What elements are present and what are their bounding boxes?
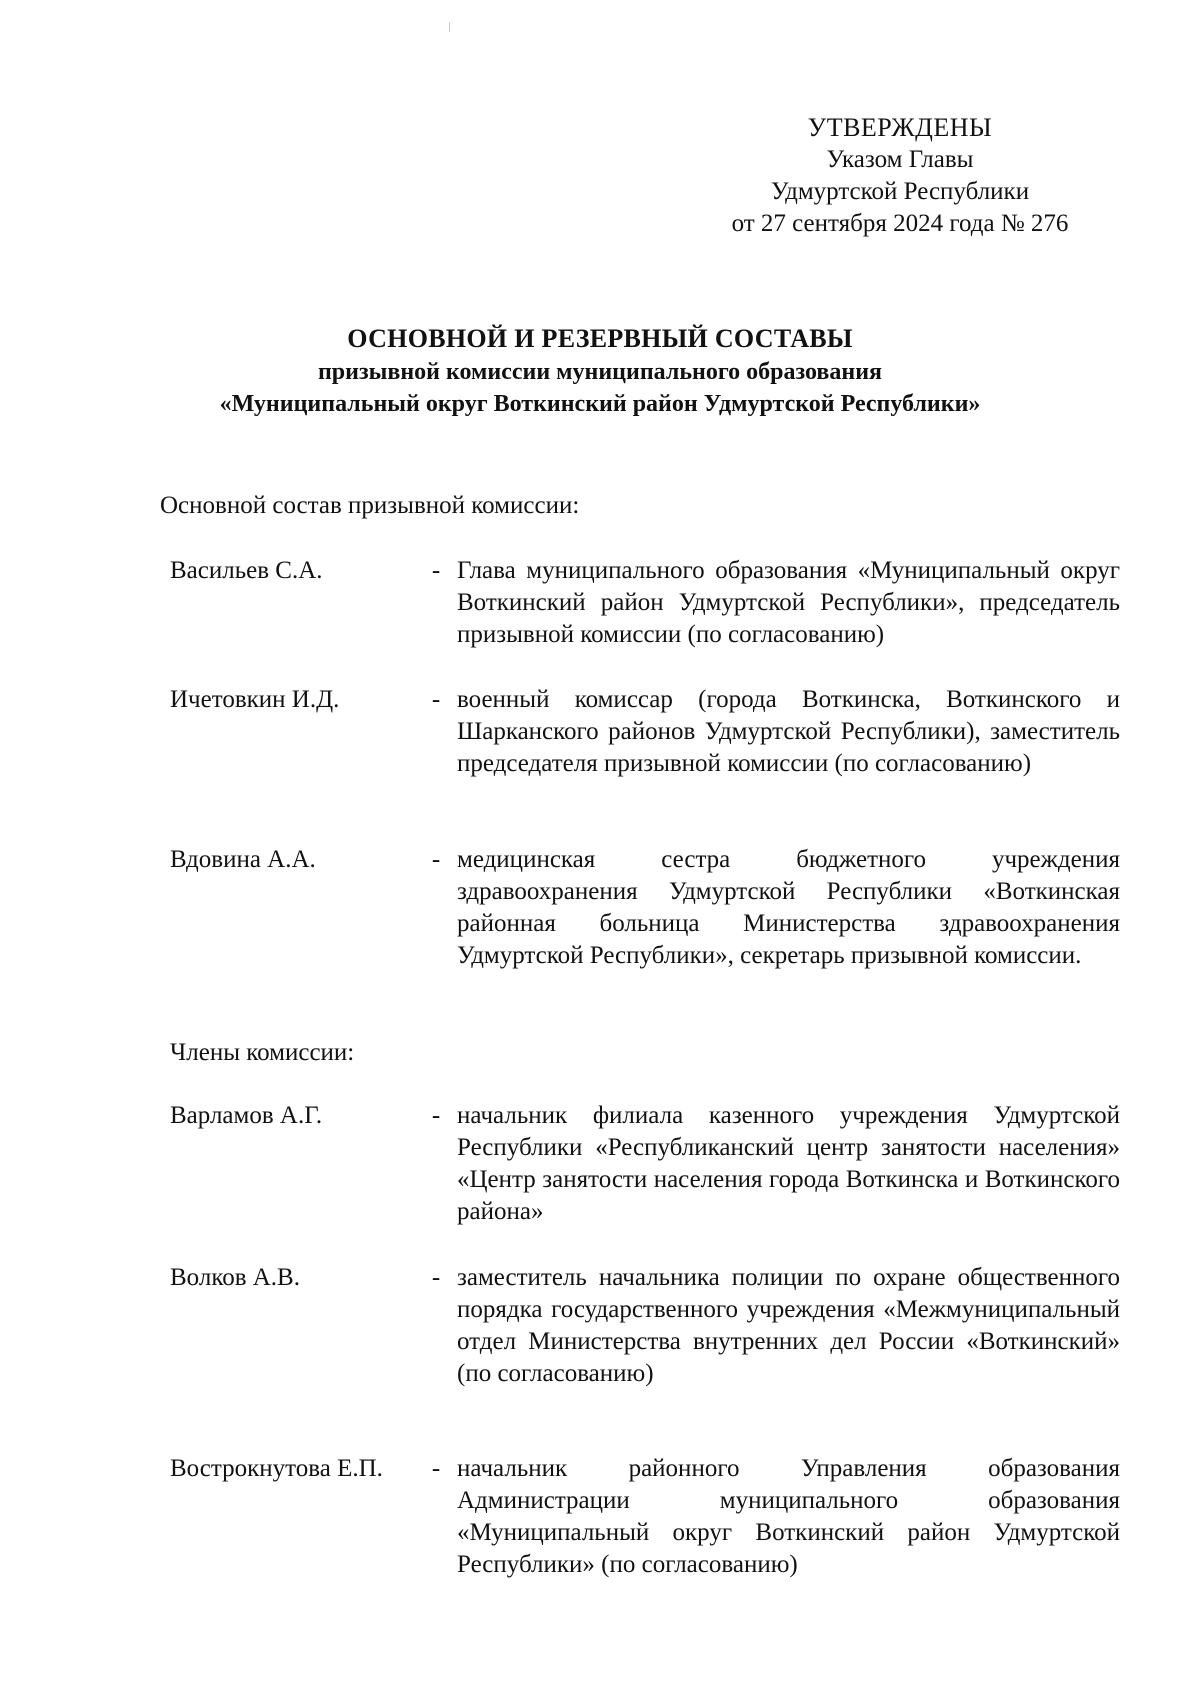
members-label: Члены комиссии: bbox=[170, 1039, 355, 1066]
approval-line-2: Удмуртской Республики bbox=[770, 178, 1030, 205]
member-description: медицинская сестра бюджетного учреждения здравоохранения Удмуртской Республики «Воткинская районная больница Министерства здравоохранения Удмуртской Республики», секретарь призывной комиссии. bbox=[457, 846, 1120, 969]
approval-line-3: от 27 сентября 2024 года № 276 bbox=[731, 210, 1069, 237]
approval-title: УТВЕРЖДЕНЫ bbox=[807, 113, 993, 142]
member-description: военный комиссар (города Воткинска, Воткинского и Шарканского районов Удмуртской Республики), заместитель председателя призывной комиссии (по согласованию) bbox=[457, 686, 1120, 777]
approval-stamp-block bbox=[680, 112, 1120, 240]
member-separator: - bbox=[431, 557, 441, 584]
document-title bbox=[60, 322, 1140, 420]
member-separator: - bbox=[431, 846, 441, 873]
approval-line-1: Указом Главы bbox=[826, 146, 974, 173]
member-name: Волков А.В. bbox=[170, 1264, 300, 1291]
member-description: начальник филиала казенного учреждения Удмуртской Республики «Республиканский центр занятости населения» «Центр занятости населения города Воткинска и Воткинского района» bbox=[457, 1102, 1120, 1225]
member-description: Глава муниципального образования «Муниципальный округ Воткинский район Удмуртской Республики», председатель призывной комиссии (по согласованию) bbox=[457, 557, 1120, 648]
document-title-line-3: «Муниципальный округ Воткинский район Удмуртской Республики» bbox=[219, 391, 981, 417]
scan-mark bbox=[449, 22, 450, 32]
member-description: заместитель начальника полиции по охране общественного порядка государственного учреждения «Межмуниципальный отдел Министерства внутренних дел России «Воткинский» (по согласованию) bbox=[457, 1264, 1120, 1387]
member-name: Ичетовкин И.Д. bbox=[170, 686, 340, 713]
main-section-label: Основной состав призывной комиссии: bbox=[160, 492, 580, 519]
member-separator: - bbox=[431, 686, 441, 713]
member-separator: - bbox=[431, 1455, 441, 1482]
member-name: Варламов А.Г. bbox=[170, 1102, 323, 1129]
document-title-line-1: ОСНОВНОЙ И РЕЗЕРВНЫЙ СОСТАВЫ bbox=[347, 324, 853, 353]
member-separator: - bbox=[431, 1102, 441, 1129]
member-name: Вострокнутова Е.П. bbox=[170, 1455, 383, 1482]
member-name: Васильев С.А. bbox=[170, 557, 323, 584]
document-title-line-2: призывной комиссии муниципального образования bbox=[317, 359, 883, 385]
member-separator: - bbox=[431, 1264, 441, 1291]
member-name: Вдовина А.А. bbox=[170, 846, 316, 873]
member-description: начальник районного Управления образования Администрации муниципального образования «Муниципальный округ Воткинский район Удмуртской Республики» (по согласованию) bbox=[457, 1455, 1120, 1578]
